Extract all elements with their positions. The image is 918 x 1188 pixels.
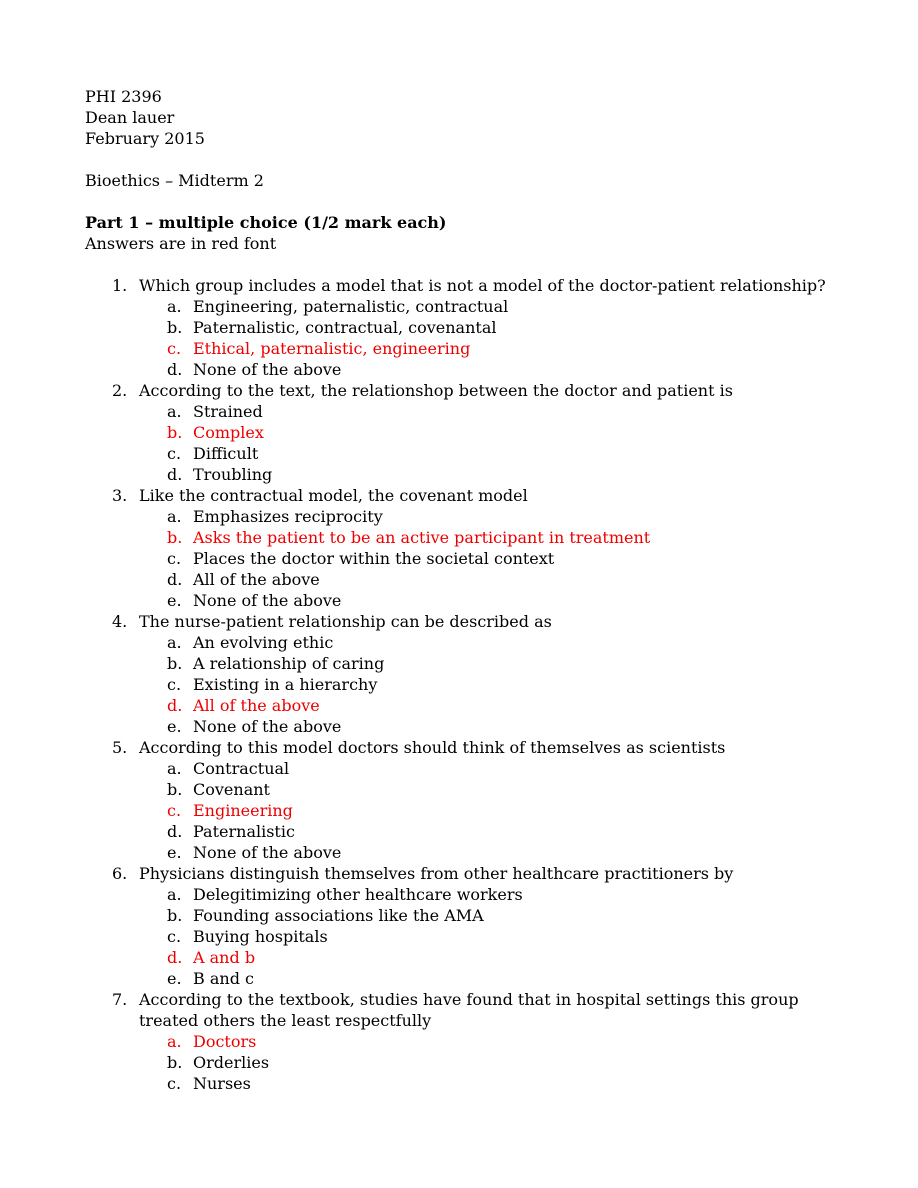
- option-letter: e.: [167, 843, 182, 862]
- option-text: Complex: [193, 423, 264, 442]
- option-letter: b.: [167, 318, 183, 337]
- option-text: Covenant: [193, 780, 270, 799]
- option-text: None of the above: [193, 360, 342, 379]
- option-text: Delegitimizing other healthcare workers: [193, 885, 523, 904]
- answer-option: [85, 317, 845, 338]
- answer-option: [85, 905, 845, 926]
- answer-option-correct: [85, 947, 845, 968]
- question-item: [85, 380, 845, 485]
- answer-option-correct: [85, 800, 845, 821]
- exam-date: February 2015: [85, 129, 205, 148]
- option-letter: b.: [167, 1053, 183, 1072]
- course-code: PHI 2396: [85, 87, 162, 106]
- question-item: [85, 275, 845, 380]
- option-letter: c.: [167, 339, 182, 358]
- answer-option: [85, 401, 845, 422]
- answer-option: [85, 1073, 845, 1094]
- option-text: None of the above: [193, 591, 342, 610]
- option-text: Nurses: [193, 1074, 251, 1093]
- answer-option: [85, 443, 845, 464]
- option-text: Engineering, paternalistic, contractual: [193, 297, 509, 316]
- option-text: A relationship of caring: [193, 654, 385, 673]
- option-letter: d.: [167, 948, 183, 967]
- instructor-name: Dean lauer: [85, 108, 175, 127]
- answer-option-correct: [85, 1031, 845, 1052]
- option-text: Paternalistic: [193, 822, 295, 841]
- option-text: Emphasizes reciprocity: [193, 507, 383, 526]
- option-letter: a.: [167, 507, 182, 526]
- option-text: Buying hospitals: [193, 927, 328, 946]
- answer-option: [85, 590, 845, 611]
- answer-option: [85, 716, 845, 737]
- option-letter: a.: [167, 402, 182, 421]
- spacer: [85, 149, 845, 170]
- question-number: 1.: [112, 276, 128, 295]
- option-letter: a.: [167, 297, 182, 316]
- option-text: Doctors: [193, 1032, 257, 1051]
- option-letter: e.: [167, 717, 182, 736]
- option-text: B and c: [193, 969, 254, 988]
- option-letter: c.: [167, 1074, 182, 1093]
- option-letter: a.: [167, 885, 182, 904]
- question-text: According to the textbook, studies have found that in hospital settings this group treated others the least respectfully: [139, 990, 799, 1030]
- question-number: 7.: [112, 990, 128, 1009]
- answer-option-correct: [85, 527, 845, 548]
- answer-option: [85, 779, 845, 800]
- option-letter: e.: [167, 591, 182, 610]
- question-number: 6.: [112, 864, 128, 883]
- option-text: An evolving ethic: [193, 633, 334, 652]
- exam-title: Bioethics – Midterm 2: [85, 171, 264, 190]
- option-text: Difficult: [193, 444, 259, 463]
- option-text: Founding associations like the AMA: [193, 906, 484, 925]
- answer-option: [85, 758, 845, 779]
- question-item: [85, 863, 845, 989]
- answer-option: [85, 548, 845, 569]
- question-text: Like the contractual model, the covenant model: [139, 486, 528, 505]
- option-text: Orderlies: [193, 1053, 270, 1072]
- option-text: Troubling: [193, 465, 273, 484]
- answer-option: [85, 632, 845, 653]
- option-text: None of the above: [193, 717, 342, 736]
- option-letter: a.: [167, 1032, 182, 1051]
- question-number: 2.: [112, 381, 128, 400]
- option-text: All of the above: [193, 696, 320, 715]
- answer-option: [85, 926, 845, 947]
- option-letter: c.: [167, 927, 182, 946]
- document-page: [85, 86, 845, 1094]
- option-letter: b.: [167, 906, 183, 925]
- option-letter: a.: [167, 633, 182, 652]
- question-number: 4.: [112, 612, 128, 631]
- answer-option-correct: [85, 338, 845, 359]
- answer-note: Answers are in red font: [85, 234, 277, 253]
- question-item: [85, 611, 845, 737]
- answer-option: [85, 968, 845, 989]
- answer-option: [85, 506, 845, 527]
- option-text: Paternalistic, contractual, covenantal: [193, 318, 497, 337]
- answer-option: [85, 821, 845, 842]
- option-text: Contractual: [193, 759, 290, 778]
- question-text: According to the text, the relationshop between the doctor and patient is: [139, 381, 733, 400]
- spacer: [85, 191, 845, 212]
- question-list: [85, 275, 845, 1094]
- question-number: 3.: [112, 486, 128, 505]
- option-letter: d.: [167, 822, 183, 841]
- option-letter: b.: [167, 654, 183, 673]
- option-text: Engineering: [193, 801, 293, 820]
- option-letter: d.: [167, 465, 183, 484]
- answer-option: [85, 464, 845, 485]
- option-letter: e.: [167, 969, 182, 988]
- option-letter: b.: [167, 528, 183, 547]
- answer-option: [85, 296, 845, 317]
- answer-option: [85, 359, 845, 380]
- option-letter: c.: [167, 549, 182, 568]
- option-text: Strained: [193, 402, 263, 421]
- option-letter: c.: [167, 675, 182, 694]
- option-text: None of the above: [193, 843, 342, 862]
- option-text: All of the above: [193, 570, 320, 589]
- question-item: [85, 737, 845, 863]
- question-text: Physicians distinguish themselves from other healthcare practitioners by: [139, 864, 734, 883]
- question-text: According to this model doctors should think of themselves as scientists: [139, 738, 726, 757]
- option-text: Existing in a hierarchy: [193, 675, 378, 694]
- option-letter: c.: [167, 801, 182, 820]
- option-text: A and b: [193, 948, 256, 967]
- option-letter: c.: [167, 444, 182, 463]
- answer-option: [85, 674, 845, 695]
- option-letter: d.: [167, 570, 183, 589]
- answer-option: [85, 842, 845, 863]
- answer-option: [85, 1052, 845, 1073]
- question-item: [85, 485, 845, 611]
- option-letter: b.: [167, 423, 183, 442]
- part-title: Part 1 – multiple choice (1/2 mark each): [85, 213, 447, 232]
- option-text: Places the doctor within the societal context: [193, 549, 555, 568]
- option-text: Ethical, paternalistic, engineering: [193, 339, 471, 358]
- option-letter: b.: [167, 780, 183, 799]
- option-text: Asks the patient to be an active participant in treatment: [193, 528, 651, 547]
- option-letter: d.: [167, 696, 183, 715]
- answer-option: [85, 653, 845, 674]
- question-number: 5.: [112, 738, 128, 757]
- question-item: [85, 989, 845, 1094]
- answer-option: [85, 884, 845, 905]
- option-letter: d.: [167, 360, 183, 379]
- answer-option-correct: [85, 695, 845, 716]
- question-text: The nurse-patient relationship can be described as: [139, 612, 552, 631]
- question-text: Which group includes a model that is not a model of the doctor-patient relationship?: [139, 276, 826, 295]
- option-letter: a.: [167, 759, 182, 778]
- answer-option-correct: [85, 422, 845, 443]
- answer-option: [85, 569, 845, 590]
